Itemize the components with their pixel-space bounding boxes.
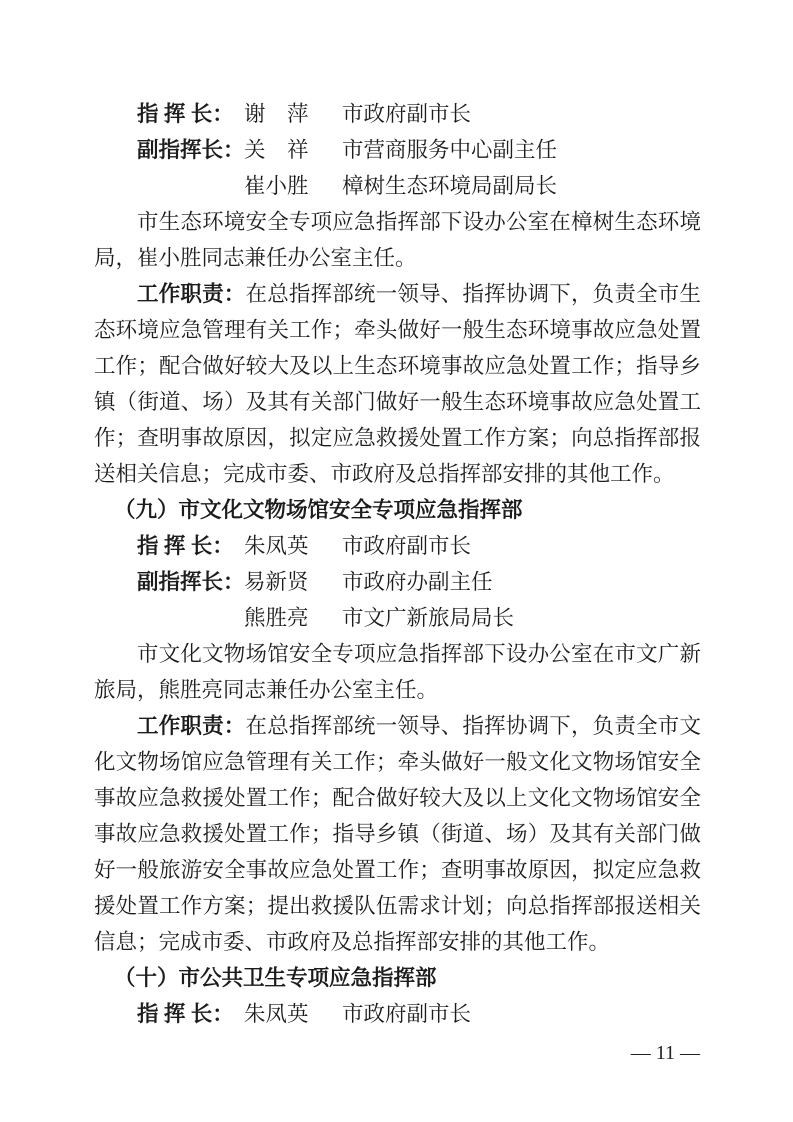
leader-row [94, 528, 701, 564]
leader-person-name: 崔小胜 [244, 174, 309, 198]
leader-row [94, 996, 701, 1032]
leader-person-name: 朱凤英 [244, 1002, 309, 1026]
section-heading: （十）市公共卫生专项应急指挥部 [114, 966, 437, 990]
leader-row [94, 96, 701, 132]
body-text-line [94, 816, 701, 852]
leader-row [94, 564, 701, 600]
body-text-line [94, 348, 701, 384]
body-text-line [94, 780, 701, 816]
line-text: 旅局，熊胜亮同志兼任办公室主任。 [94, 678, 439, 702]
body-text-line [94, 888, 701, 924]
leader-position-title: 市政府办副主任 [342, 570, 493, 594]
body-text-line [94, 420, 701, 456]
body-text-line [94, 240, 701, 276]
body-text-line [94, 708, 701, 744]
line-text: 好一般旅游安全事故应急处置工作；查明事故原因，拟定应急救 [94, 858, 701, 882]
duty-bold-label: 工作职责： [137, 714, 246, 738]
body-text-line [94, 852, 701, 888]
line-text: 送相关信息；完成市委、市政府及总指挥部安排的其他工作。 [94, 462, 675, 486]
section-heading: （九）市文化文物场馆安全专项应急指挥部 [114, 498, 523, 522]
line-text: 作；查明事故原因，拟定应急救援处置工作方案；向总指挥部报 [94, 426, 701, 450]
leader-position-title: 市营商服务中心副主任 [342, 138, 558, 162]
line-text: 援处置工作方案；提出救援队伍需求计划；向总指挥部报送相关 [94, 894, 701, 918]
line-text: 镇（街道、场）及其有关部门做好一般生态环境事故应急处置工 [94, 390, 701, 414]
leader-row [94, 168, 701, 204]
body-text-line [94, 204, 701, 240]
line-text: 事故应急救援处置工作；指导乡镇（街道、场）及其有关部门做 [94, 822, 701, 846]
line-text: 在总指挥部统一领导、指挥协调下，负责全市生 [245, 282, 701, 306]
leader-role-label: 副指挥长： [137, 570, 245, 594]
leader-role-label: 指 挥 长： [137, 1002, 234, 1026]
leader-role-label: 副指挥长： [137, 138, 245, 162]
leader-position-title: 市政府副市长 [342, 534, 472, 558]
leader-position-title: 市文广新旅局局长 [342, 606, 515, 630]
leader-person-name: 易新贤 [244, 570, 309, 594]
leader-position-title: 市政府副市长 [342, 102, 472, 126]
leader-person-name: 熊胜亮 [244, 606, 309, 630]
line-text: 化文物场馆应急管理有关工作；牵头做好一般文化文物场馆安全 [94, 750, 701, 774]
leader-position-title: 樟树生态环境局副局长 [342, 174, 558, 198]
leader-person-name: 朱凤英 [244, 534, 309, 558]
line-text: 市文化文物场馆安全专项应急指挥部下设办公室在市文广新 [137, 642, 701, 666]
body-text-line [94, 456, 701, 492]
leader-row [94, 132, 701, 168]
document-body [94, 96, 701, 1032]
page-number: — 11 — [630, 1042, 700, 1064]
leader-role-label: 指 挥 长： [137, 102, 234, 126]
body-text-line [94, 636, 701, 672]
body-text-line [94, 744, 701, 780]
body-text-line [94, 384, 701, 420]
duty-bold-label: 工作职责： [137, 282, 246, 306]
line-text: 市生态环境安全专项应急指挥部下设办公室在樟树生态环境 [137, 210, 701, 234]
leader-role-label: 指 挥 长： [137, 534, 234, 558]
line-text: 信息；完成市委、市政府及总指挥部安排的其他工作。 [94, 930, 611, 954]
line-text: 工作；配合做好较大及以上生态环境事故应急处置工作；指导乡 [94, 354, 701, 378]
body-text-line [94, 924, 701, 960]
line-text: 事故应急救援处置工作；配合做好较大及以上文化文物场馆安全 [94, 786, 701, 810]
leader-row [94, 600, 701, 636]
leader-person-name: 谢 萍 [244, 102, 309, 126]
line-text: 态环境应急管理有关工作；牵头做好一般生态环境事故应急处置 [94, 318, 701, 342]
body-text-line [94, 312, 701, 348]
line-text: 局，崔小胜同志兼任办公室主任。 [94, 246, 417, 270]
body-text-line [94, 672, 701, 708]
line-text: 在总指挥部统一领导、指挥协调下，负责全市文 [245, 714, 701, 738]
body-text-line [94, 276, 701, 312]
leader-position-title: 市政府副市长 [342, 1002, 472, 1026]
leader-person-name: 关 祥 [244, 138, 309, 162]
